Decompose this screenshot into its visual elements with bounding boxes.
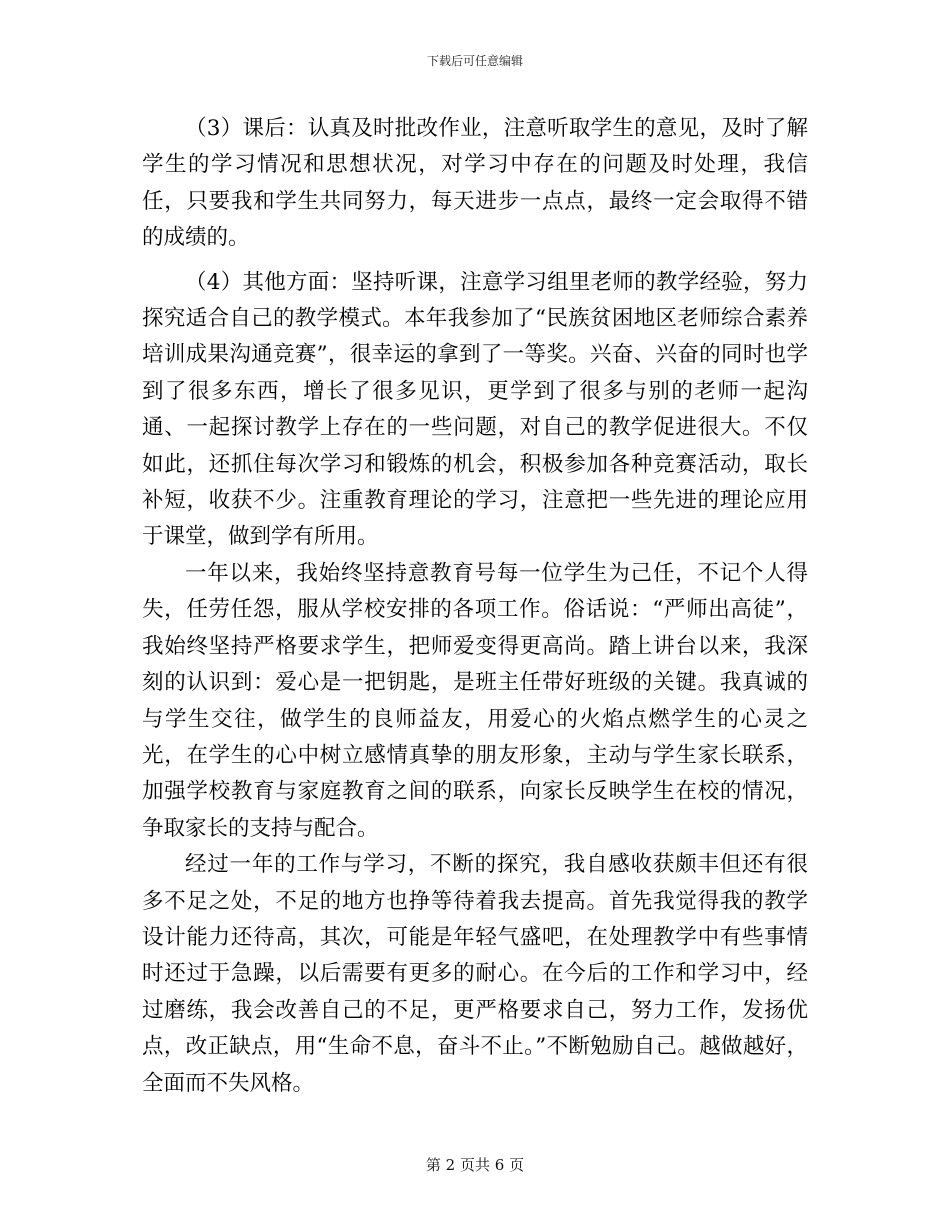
page-header: 下载后可任意编辑 (426, 54, 523, 68)
paragraph-after-class: （3）课后：认真及时批改作业，注意听取学生的意见，及时了解学生的学习情况和思想状况，对学习中存在的问题及时处理，我信任，只要我和学生共同努力，每天进步一点点，最终一定会取得不错的成绩的。 (142, 116, 808, 251)
page-number: 第 2 页共 6 页 (425, 1156, 525, 1174)
paragraph-year-summary: 一年以来，我始终坚持意教育号每一位学生为己任，不记个人得失，任劳任怨，服从学校安排的各项工作。俗话说：“严师出高徒”，我始终坚持严格要求学生，把师爱变得更高尚。踏上讲台以来，我深刻的认识到：爱心是一把钥匙，是班主任带好班级的关键。我真诚的与学生交往，做学生的良师益友，用爱心的火焰点燃学生的心灵之光，在学生的心中树立感情真挚的朋友形象，主动与学生家长联系，加强学校教育与家庭教育之间的联系，向家长反映学生在校的情况，争取家长的支持与配合。 (142, 560, 808, 841)
paragraph-other-aspects: （4）其他方面：坚持听课，注意学习组里老师的教学经验，努力探究适合自己的教学模式。本年我参加了“民族贫困地区老师综合素养培训成果沟通竞赛”，很幸运的拿到了一等奖。兴奋、兴奋的同时也学到了很多东西，增长了很多见识，更学到了很多与别的老师一起沟通、一起探讨教学上存在的一些问题，对自己的教学促进很大。不仅如此，还抓住每次学习和锻炼的机会，积极参加各种竞赛活动，取长补短，收获不少。注重教育理论的学习，注意把一些先进的理论应用于课堂，做到学有所用。 (142, 269, 808, 550)
document-body (142, 111, 808, 1102)
paragraph-reflection: 经过一年的工作与学习，不断的探究，我自感收获颇丰但还有很多不足之处，不足的地方也挣等待着我去提高。首先我觉得我的教学设计能力还待高，其次，可能是年轻气盛吧，在处理教学中有些事情时还过于急躁，以后需要有更多的耐心。在今后的工作和学习中，经过磨练，我会改善自己的不足，更严格要求自己，努力工作，发扬优点，改正缺点，用“生命不息，奋斗不止。”不断勉励自己。越做越好，全面而不失风格。 (142, 852, 808, 1096)
